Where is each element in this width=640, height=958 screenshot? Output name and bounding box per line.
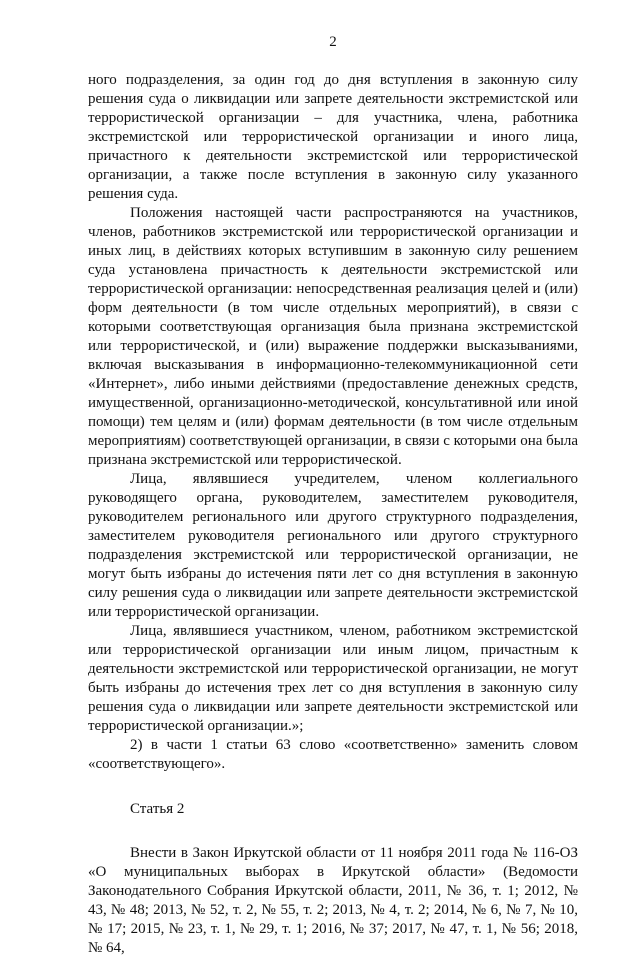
paragraph-provisions: Положения настоящей части распространяются на участников, членов, работников экстремистской или террористической организации и иных лиц, в действиях которых вступившим в законную силу решением суда установлена причастность к деятельности экстремистской или террористической организации: непосредственная реализация целей и (или) форм деятельности (в том числе отдельных мероприятий), в связи с которыми соответствующая организация была признана экстремистской или террористической, и (или) выражение поддержки высказываниями, включая высказывания в информационно-телекоммуникационной сети «Интернет», либо иными действиями (предоставление денежных средств, имущественной, организационно-методической, консультативной или иной помощи) тем целям и (или) формам деятельности (в том числе отдельным мероприятиям) соответствующей организации, в связи с которыми она была признана экстремистской или террористической. <box>88 205 578 468</box>
article-heading: Статья 2 <box>130 801 185 817</box>
paragraph-founders: Лица, являвшиеся учредителем, членом коллегиального руководящего органа, руководителем, заместителем руководителя, руководителем регионального или другого структурного подразделения, заместителем руководителя регионального или другого структурного подразделения экстремистской или террористической организации, не могут быть избраны до истечения пяти лет со дня вступления в законную силу решения суда о ликвидации или запрете деятельности экстремистской или террористической организации. <box>88 471 578 620</box>
article-2-paragraph: Внести в Закон Иркутской области от 11 ноября 2011 года № 116-ОЗ «О муниципальных выборах в Иркутской области» (Ведомости Законодательного Собрания Иркутской области, 2011, № 36, т. 1; 2012, № 43, № 48; 2013, № 52, т. 2, № 55, т. 2; 2013, № 4, т. 2; 2014, № 6, № 7, № 10, № 17; 2015, № 23, т. 1, № 29, т. 1; 2016, № 37; 2017, № 47, т. 1, № 56; 2018, № 64, <box>88 845 578 956</box>
document-body <box>88 71 578 958</box>
document-page <box>88 0 578 956</box>
paragraph-continuation: ного подразделения, за один год до дня вступления в законную силу решения суда о ликвидации или запрете деятельности экстремистской или террористической организации – для участника, члена, работника экстремистской или террористической организации и иного лица, причастного к деятельности экстремистской или террористической организации, а также после вступления в законную силу указанного решения суда. <box>88 72 578 202</box>
paragraph-amendment-item-2: 2) в части 1 статьи 63 слово «соответственно» заменить словом «соответствующего». <box>88 737 578 772</box>
page-number: 2 <box>329 34 337 50</box>
paragraph-participants: Лица, являвшиеся участником, членом, работником экстремистской или террористической организации или иным лицом, причастным к деятельности экстремистской или террористической организации, не могут быть избраны до истечения трех лет со дня вступления в законную силу решения суда о ликвидации или запрете деятельности экстремистской или террористической организации.»; <box>88 623 578 734</box>
